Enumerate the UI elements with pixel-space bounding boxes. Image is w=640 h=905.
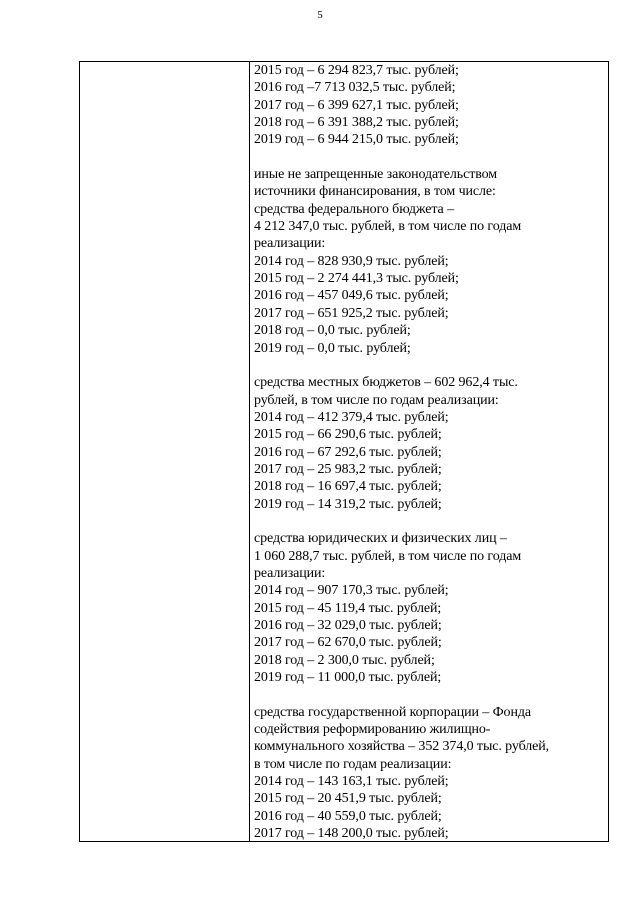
text-line: 2019 год – 11 000,0 тыс. рублей; [254,670,442,686]
text-line: 2017 год – 25 983,2 тыс. рублей; [254,461,442,477]
financing-block-federal-budget [254,166,606,357]
text-line: 2016 год – 67 292,6 тыс. рублей; [254,444,442,460]
text-line: 2016 год – 40 559,0 тыс. рублей; [254,808,442,824]
table-left-column [80,62,250,842]
text-line: 2017 год – 148 200,0 тыс. рублей; [254,826,449,842]
text-line: 2014 год – 412 379,4 тыс. рублей; [254,409,449,425]
text-line: средства местных бюджетов – 602 962,4 тыс. [254,375,518,391]
text-line: средства федерального бюджета – [254,201,454,217]
text-line: 2019 год – 6 944 215,0 тыс. рублей; [254,132,459,148]
text-line: 2016 год – 457 049,6 тыс. рублей; [254,288,449,304]
text-line: 2018 год – 2 300,0 тыс. рублей; [254,652,435,668]
paragraph-gap [254,513,606,530]
text-line: 2014 год – 143 163,1 тыс. рублей; [254,774,449,790]
text-line: 1 060 288,7 тыс. рублей, в том числе по годам [254,548,522,564]
text-line: 2019 год – 0,0 тыс. рублей; [254,340,411,356]
text-line: 2017 год – 62 670,0 тыс. рублей; [254,635,442,651]
text-line: коммунального хозяйства – 352 374,0 тыс. рублей, [254,739,550,755]
paragraph-gap [254,149,606,166]
text-line: 2017 год – 651 925,2 тыс. рублей; [254,305,449,321]
text-line: 2014 год – 907 170,3 тыс. рублей; [254,583,449,599]
text-line: реализации: [254,236,326,252]
text-line: источники финансирования, в том числе: [254,184,496,200]
table-bottom-border [79,841,609,842]
text-line: 2018 год – 0,0 тыс. рублей; [254,323,411,339]
document-table [79,61,609,842]
text-line: 2014 год – 828 930,9 тыс. рублей; [254,253,449,269]
text-line: 2015 год – 6 294 823,7 тыс. рублей; [254,63,459,78]
table-right-column [254,62,606,842]
text-line: средства государственной корпорации – Фонда [254,704,531,720]
financing-block-years-2015-2019 [254,62,606,149]
text-line: 2016 год –7 713 032,5 тыс. рублей; [254,80,456,96]
paragraph-gap [254,686,606,703]
text-line: 2015 год – 2 274 441,3 тыс. рублей; [254,271,459,287]
text-line: 2018 год – 6 391 388,2 тыс. рублей; [254,115,459,131]
paragraph-gap [254,357,606,374]
financing-block-legal-and-physical-persons [254,530,606,686]
financing-block-local-budgets [254,374,606,513]
text-line: рублей, в том числе по годам реализации: [254,392,499,408]
text-line: 2018 год – 16 697,4 тыс. рублей; [254,479,442,495]
text-line: иные не запрещенные законодательством [254,167,498,183]
text-line: в том числе по годам реализации: [254,756,452,772]
text-line: 2015 год – 20 451,9 тыс. рублей; [254,791,442,807]
text-line: содействия реформированию жилищно- [254,722,491,738]
financing-block-housing-reform-fund [254,704,606,842]
text-line: 2016 год – 32 029,0 тыс. рублей; [254,618,442,633]
text-line: 4 212 347,0 тыс. рублей, в том числе по годам [254,219,522,235]
page-number: 5 [317,9,323,21]
text-line: 2015 год – 45 119,4 тыс. рублей; [254,600,442,616]
text-line: 2015 год – 66 290,6 тыс. рублей; [254,427,442,443]
text-line: реализации: [254,565,326,581]
text-line: средства юридических и физических лиц – [254,531,507,547]
text-line: 2017 год – 6 399 627,1 тыс. рублей; [254,97,459,113]
text-line: 2019 год – 14 319,2 тыс. рублей; [254,496,442,512]
